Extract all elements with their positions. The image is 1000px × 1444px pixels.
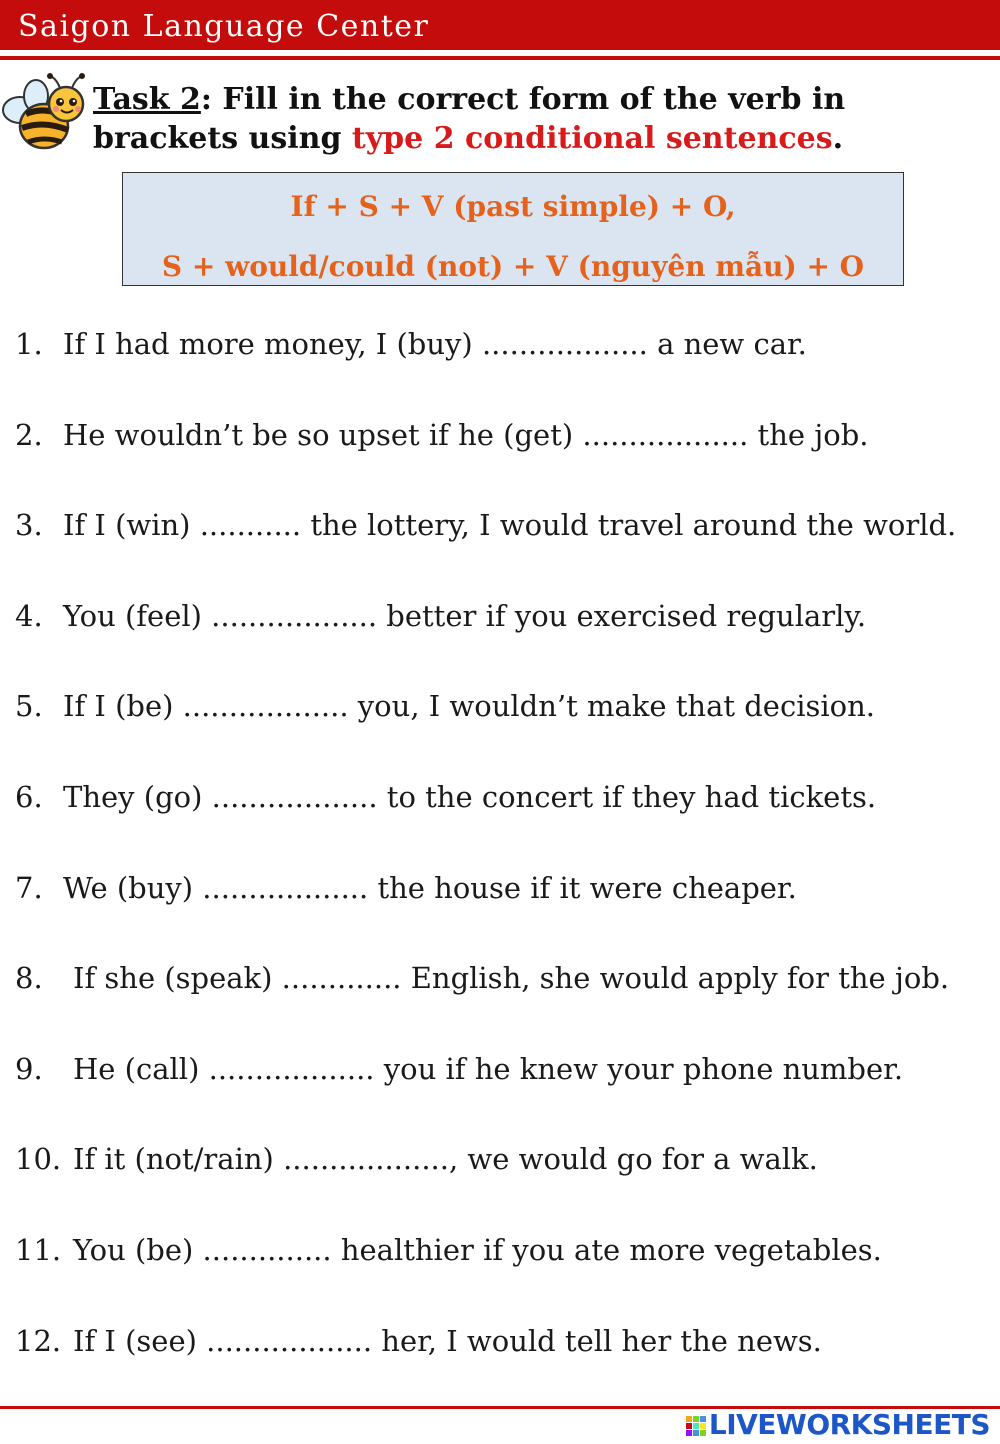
question-number: 1. [15, 327, 43, 361]
header-bar [0, 0, 1000, 50]
question-text: You (be) .............. healthier if you ate more vegetables. [73, 1233, 882, 1267]
question-text: If it (not/rain) .................., we would go for a walk. [73, 1142, 818, 1176]
question-text: If I (win) ........... the lottery, I would travel around the world. [63, 508, 957, 542]
question-text: If I had more money, I (buy) .................. a new car. [63, 327, 807, 361]
question-text: We (buy) .................. the house if it were cheaper. [63, 871, 797, 905]
question-text: He wouldn’t be so upset if he (get) .................. the job. [63, 418, 869, 452]
formula-line-main-clause: S + would/could (not) + V (nguyên mẫu) + O [161, 250, 865, 283]
question-number: 2. [15, 418, 43, 452]
task-instruction: : Fill in the correct form of the verb in brackets using [93, 82, 846, 156]
question-item [15, 599, 1000, 633]
question-item [15, 418, 1000, 452]
question-item [15, 327, 1000, 361]
question-text: They (go) .................. to the concert if they had tickets. [63, 780, 877, 814]
question-item [15, 1233, 1000, 1267]
question-number: 8. [15, 961, 43, 995]
bee-icon [0, 70, 92, 160]
formula-box [122, 172, 904, 286]
question-item [15, 689, 1000, 723]
question-number: 10. [15, 1142, 62, 1176]
question-item [15, 1142, 1000, 1176]
formula-line-if-clause: If + S + V (past simple) + O, [290, 190, 736, 223]
liveworksheets-grid-icon [685, 1415, 707, 1437]
question-number: 9. [15, 1052, 43, 1086]
question-item [15, 871, 1000, 905]
question-number: 12. [15, 1324, 62, 1358]
question-number: 11. [15, 1233, 62, 1267]
question-text: You (feel) .................. better if you exercised regularly. [63, 599, 867, 633]
question-number: 4. [15, 599, 43, 633]
task-period: . [832, 121, 844, 156]
header-title: Saigon Language Center [18, 9, 430, 44]
question-number: 5. [15, 689, 43, 723]
task-highlight: type 2 conditional sentences [351, 121, 833, 156]
question-item [15, 961, 1000, 995]
question-item [15, 1324, 1000, 1358]
task-label: Task 2 [93, 82, 201, 117]
liveworksheets-brand-text: LIVEWORKSHEETS [708, 1408, 990, 1441]
question-number: 3. [15, 508, 43, 542]
task-heading [93, 80, 993, 158]
question-item [15, 780, 1000, 814]
liveworksheets-logo [685, 1408, 990, 1441]
question-text: He (call) .................. you if he knew your phone number. [73, 1052, 904, 1086]
question-item [15, 508, 1000, 542]
header-divider [0, 56, 1000, 60]
question-number: 6. [15, 780, 43, 814]
question-number: 7. [15, 871, 43, 905]
question-item [15, 1052, 1000, 1086]
question-text: If she (speak) ............. English, she would apply for the job. [73, 961, 950, 995]
question-text: If I (be) .................. you, I wouldn’t make that decision. [63, 689, 875, 723]
question-text: If I (see) .................. her, I would tell her the news. [73, 1324, 822, 1358]
